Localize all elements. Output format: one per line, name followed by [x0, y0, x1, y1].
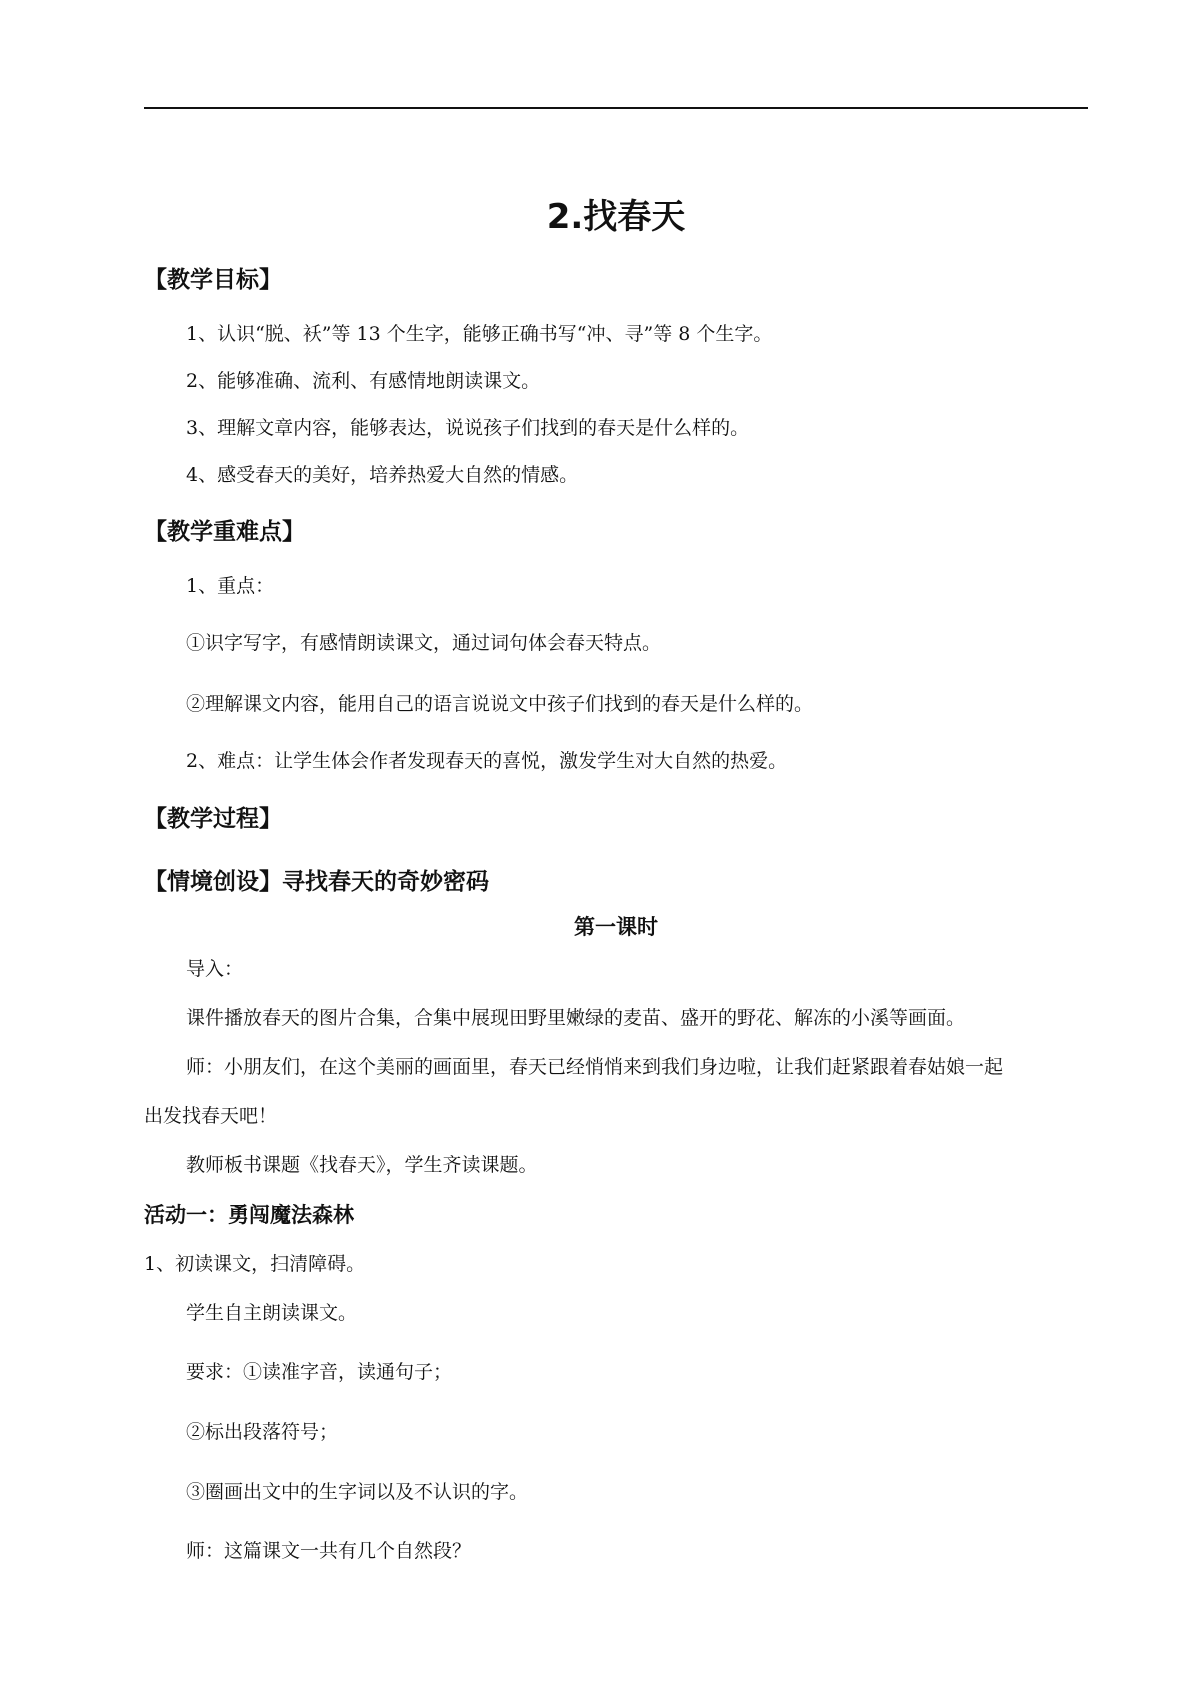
process-heading: 【教学过程】 — [144, 806, 282, 832]
scenario-heading: 【情境创设】寻找春天的奇妙密码 — [144, 869, 489, 895]
goal-item: 3、理解文章内容，能够表达，说说孩子们找到的春天是什么样的。 — [186, 417, 750, 439]
goal-item: 4、感受春天的美好，培养热爱大自然的情感。 — [186, 464, 579, 486]
focus-label: 1、重点： — [186, 575, 275, 597]
intro-paragraph-continued: 出发找春天吧！ — [144, 1105, 278, 1127]
activity-step: 1、初读课文，扫清障碍。 — [144, 1253, 366, 1275]
intro-label: 导入： — [186, 958, 244, 980]
requirement-item: ②标出段落符号； — [186, 1421, 339, 1443]
intro-paragraph: 师：小朋友们，在这个美丽的画面里，春天已经悄悄来到我们身边啦，让我们赶紧跟着春姑娘一起 — [186, 1056, 1004, 1078]
difficulty-item: 2、难点：让学生体会作者发现春天的喜悦，激发学生对大自然的热爱。 — [186, 750, 788, 772]
requirement-item: 要求：①读准字音，读通句子； — [186, 1361, 453, 1383]
key-points-heading: 【教学重难点】 — [144, 519, 305, 545]
goal-item: 1、认识“脱、袄”等 13 个生字，能够正确书写“冲、寻”等 8 个生字。 — [186, 323, 773, 345]
teacher-question: 师：这篇课文一共有几个自然段？ — [186, 1540, 472, 1562]
header-rule — [144, 107, 1088, 109]
intro-paragraph: 课件播放春天的图片合集，合集中展现田野里嫩绿的麦苗、盛开的野花、解冻的小溪等画面。 — [186, 1007, 966, 1029]
requirement-item: ③圈画出文中的生字词以及不认识的字。 — [186, 1481, 529, 1503]
goals-heading: 【教学目标】 — [144, 267, 282, 293]
activity-text: 学生自主朗读课文。 — [186, 1302, 358, 1324]
activity-heading: 活动一：勇闯魔法森林 — [144, 1203, 354, 1227]
intro-paragraph: 教师板书课题《找春天》，学生齐读课题。 — [186, 1154, 538, 1176]
document-title: 2.找春天 — [546, 197, 686, 237]
goal-item: 2、能够准确、流利、有感情地朗读课文。 — [186, 370, 541, 392]
focus-item: ①识字写字，有感情朗读课文，通过词句体会春天特点。 — [186, 632, 662, 654]
lesson-heading: 第一课时 — [574, 915, 658, 939]
focus-item: ②理解课文内容，能用自己的语言说说文中孩子们找到的春天是什么样的。 — [186, 693, 814, 715]
